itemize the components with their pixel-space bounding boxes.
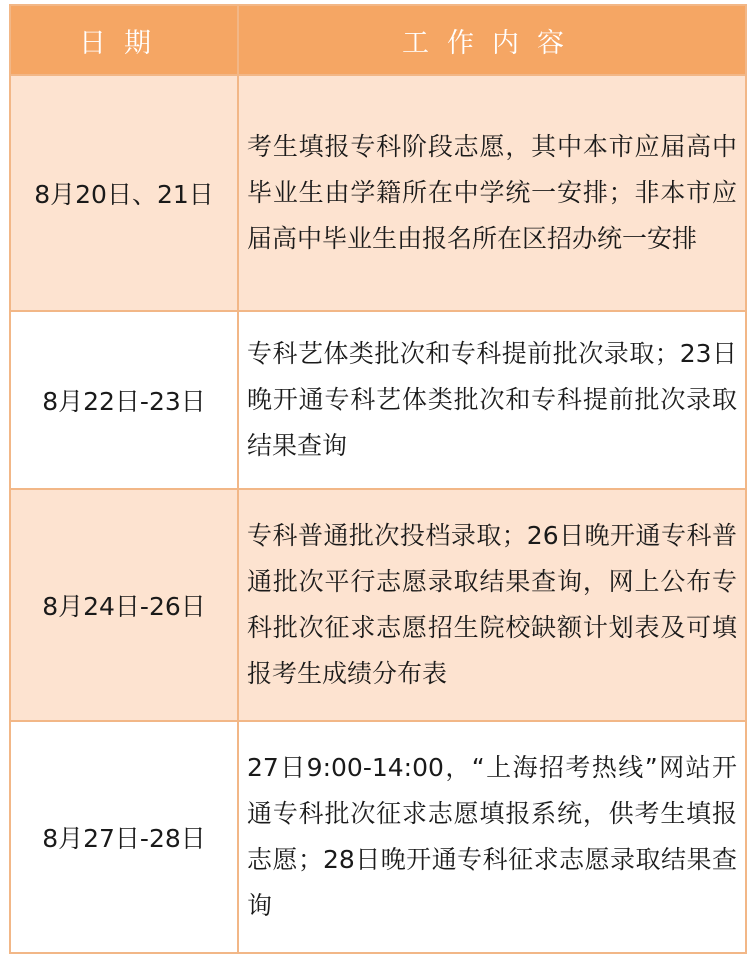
table-row bbox=[10, 75, 746, 311]
row-content: 专科普通批次投档录取；26日晚开通专科普通批次平行志愿录取结果查询，网上公布专科批次征求志愿招生院校缺额计划表及可填报考生成绩分布表 bbox=[238, 489, 746, 721]
row-content: 考生填报专科阶段志愿，其中本市应届高中毕业生由学籍所在中学统一安排；非本市应届高中毕业生由报名所在区招办统一安排 bbox=[238, 75, 746, 311]
table-row bbox=[10, 489, 746, 721]
row-content: 27日9:00-14:00，“上海招考热线”网站开通专科批次征求志愿填报系统，供考生填报志愿；28日晚开通专科征求志愿录取结果查询 bbox=[238, 721, 746, 953]
row-date: 8月22日-23日 bbox=[10, 311, 238, 489]
admission-schedule-table bbox=[9, 4, 747, 954]
row-date: 8月27日-28日 bbox=[10, 721, 238, 953]
header-content: 工作内容 bbox=[238, 5, 746, 75]
row-date: 8月24日-26日 bbox=[10, 489, 238, 721]
table-row bbox=[10, 721, 746, 953]
header-date: 日期 bbox=[10, 5, 238, 75]
row-content: 专科艺体类批次和专科提前批次录取；23日晚开通专科艺体类批次和专科提前批次录取结果查询 bbox=[238, 311, 746, 489]
row-date: 8月20日、21日 bbox=[10, 75, 238, 311]
table-row bbox=[10, 311, 746, 489]
table-header-row bbox=[10, 5, 746, 75]
